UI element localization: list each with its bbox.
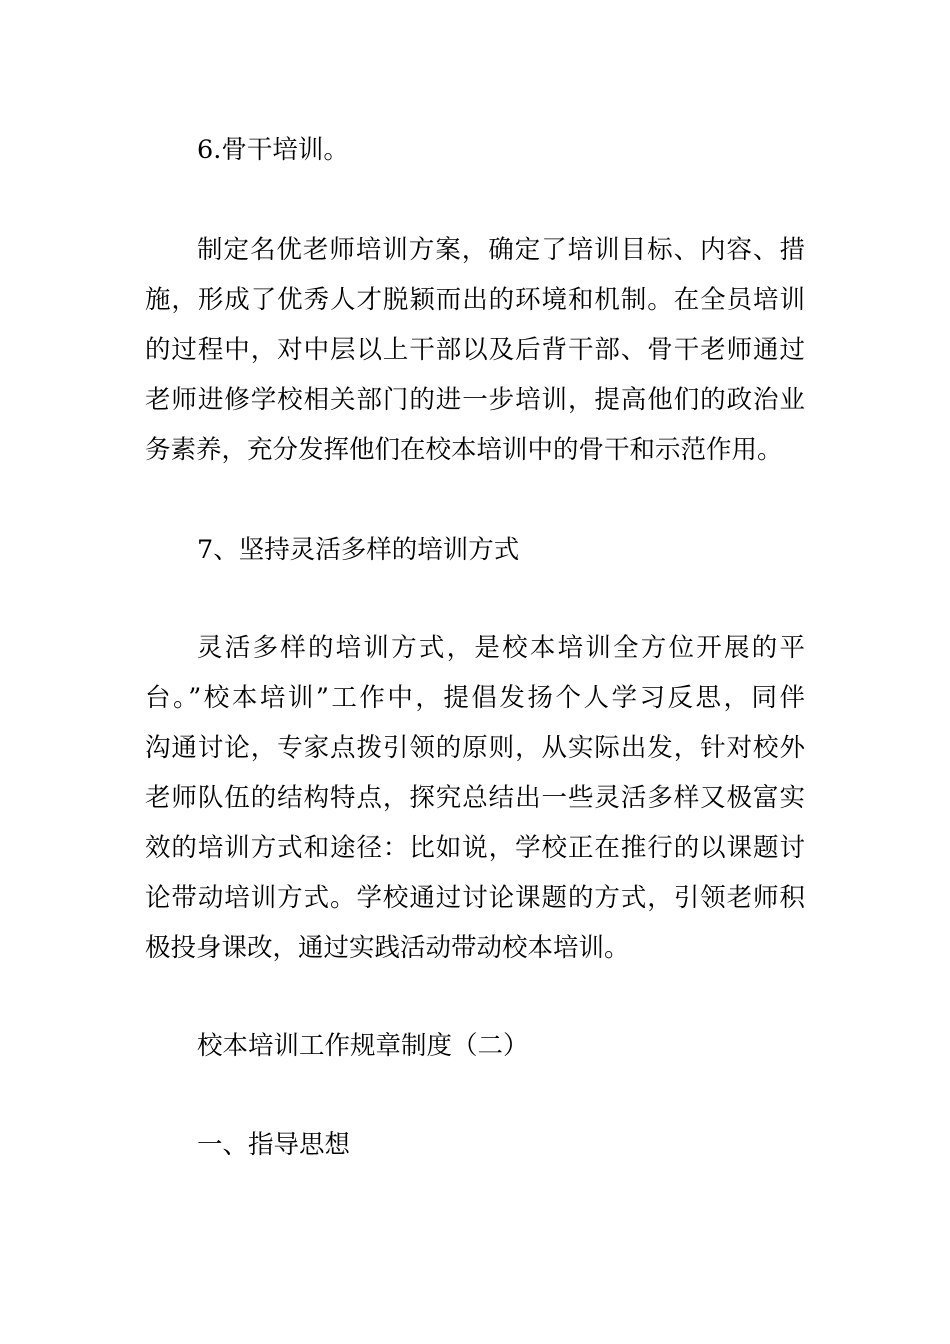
- paragraph-line: 论带动培训方式。学校通过讨论课题的方式，引领老师积: [145, 883, 805, 913]
- section-title: 校本培训工作规章制度（二）: [197, 1031, 529, 1061]
- paragraph-line: 老师队伍的结构特点，探究总结出一些灵活多样又极富实: [145, 783, 805, 813]
- subheading-guiding-ideology: 一、指导思想: [197, 1130, 351, 1160]
- heading-7: 7、坚持灵活多样的培训方式: [197, 535, 520, 565]
- paragraph-line: 制定名优老师培训方案，确定了培训目标、内容、措: [197, 235, 805, 265]
- paragraph-line: 务素养，充分发挥他们在校本培训中的骨干和示范作用。: [145, 435, 783, 465]
- paragraph-line: 灵活多样的培训方式，是校本培训全方位开展的平: [197, 633, 805, 663]
- paragraph-line: 施，形成了优秀人才脱颖而出的环境和机制。在全员培训: [145, 285, 805, 315]
- heading-6: 6.骨干培训。: [197, 135, 349, 165]
- paragraph-line: 老师进修学校相关部门的进一步培训，提高他们的政治业: [145, 385, 805, 415]
- paragraph-line: 沟通讨论，专家点拨引领的原则，从实际出发，针对校外: [145, 733, 805, 763]
- paragraph-line: 台。”校本培训”工作中，提倡发扬个人学习反思，同伴: [145, 683, 805, 713]
- paragraph-line: 极投身课改，通过实践活动带动校本培训。: [145, 933, 630, 963]
- paragraph-line: 效的培训方式和途径：比如说，学校正在推行的以课题讨: [145, 833, 805, 863]
- paragraph-line: 的过程中，对中层以上干部以及后背干部、骨干老师通过: [145, 335, 805, 365]
